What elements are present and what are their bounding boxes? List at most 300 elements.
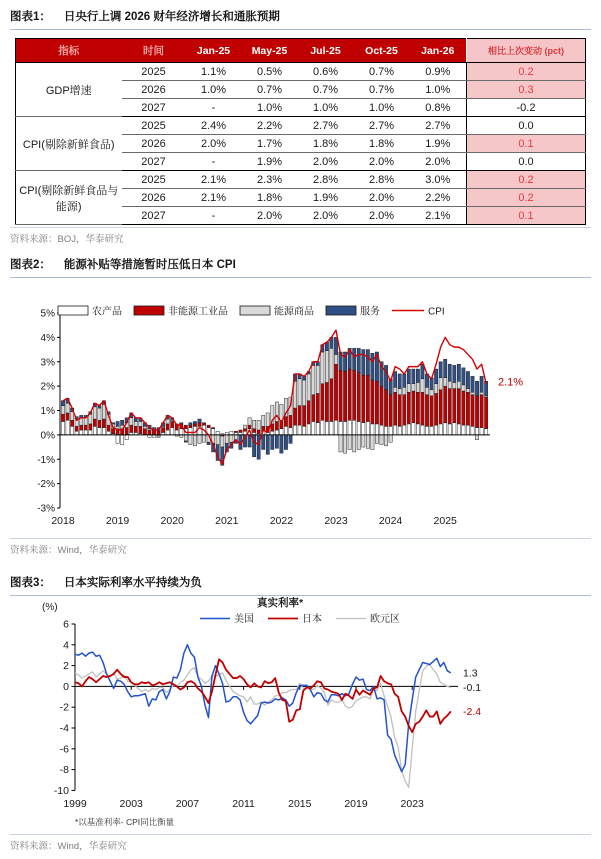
bar-segment	[448, 381, 451, 388]
fig3-footnote: *以基准利率- CPI同比衡量	[75, 817, 175, 827]
y-tick-label: 4%	[40, 332, 55, 344]
bar-segment	[471, 395, 474, 427]
value-cell: 2.0%	[312, 209, 339, 222]
bar-segment	[184, 425, 187, 429]
value-cell: 0.9%	[410, 63, 467, 81]
bar-segment	[216, 431, 219, 435]
bar-segment	[475, 428, 478, 435]
bar-segment	[61, 401, 64, 406]
bar-segment	[375, 381, 378, 424]
table-row	[16, 171, 586, 189]
change-cell: 0.2	[467, 63, 586, 81]
bar-segment	[257, 430, 260, 434]
bar-segment	[380, 435, 383, 445]
bar-segment	[84, 430, 87, 435]
bar-segment	[366, 375, 369, 421]
bar-segment	[407, 392, 410, 424]
bar-segment	[444, 378, 447, 387]
legend-label: 日本	[302, 614, 322, 625]
value-cell: 0.8%	[410, 99, 467, 117]
x-tick-label: 2020	[160, 515, 184, 527]
bar-segment	[475, 435, 478, 440]
bar-segment	[189, 435, 192, 445]
bar-segment	[471, 426, 474, 435]
bar-segment	[303, 406, 306, 427]
bar-segment	[316, 365, 319, 393]
bar-segment	[425, 395, 428, 427]
change-cell: 0.0	[467, 153, 586, 171]
change-cell: 0.3	[467, 81, 586, 99]
bar-segment	[425, 426, 428, 435]
value-cell: -	[186, 99, 242, 117]
bar-segment	[362, 375, 365, 423]
bar-segment	[257, 435, 260, 459]
value-cell: 2.2%	[410, 189, 467, 207]
bar-segment	[125, 428, 128, 435]
value-cell: 2.0%	[186, 135, 242, 153]
y-tick-label: 3%	[40, 357, 55, 369]
bar-segment	[453, 365, 456, 382]
value-cell: 2.1%	[186, 171, 242, 189]
bar-segment	[416, 424, 419, 435]
change-cell: -0.2	[467, 99, 586, 117]
value-cell: 1.9%	[298, 189, 354, 207]
bar-segment	[430, 396, 433, 426]
bar-segment	[325, 421, 328, 434]
table-row	[16, 117, 586, 135]
value-cell: 2.3%	[242, 171, 298, 189]
bar-segment	[362, 423, 365, 435]
value-cell: 2.7%	[354, 117, 410, 135]
bar-segment	[184, 441, 187, 442]
change-cell: 0.1	[467, 207, 586, 225]
value-cell: 1.9%	[410, 135, 467, 153]
bar-segment	[284, 426, 287, 435]
bar-segment	[212, 429, 215, 435]
bar-segment	[262, 415, 265, 426]
bar-segment	[398, 395, 401, 427]
bar-segment	[184, 435, 187, 441]
bar-segment	[366, 421, 369, 434]
value-cell: 1.8%	[354, 135, 410, 153]
bar-segment	[307, 374, 310, 401]
fig3-separator	[10, 834, 591, 835]
col-header-3: May-25	[242, 39, 298, 63]
bar-segment	[293, 408, 296, 425]
value-cell: 1.0%	[242, 99, 298, 117]
bar-segment	[339, 435, 342, 452]
fig3-heading	[10, 574, 591, 596]
year-cell: 2026	[122, 135, 186, 153]
indicator-label: CPI(剔除新鲜食品与能源)	[16, 171, 122, 225]
bar-segment	[357, 421, 360, 434]
bar-segment	[339, 421, 342, 434]
x-tick-label: 2025	[433, 515, 457, 527]
bar-segment	[444, 386, 447, 423]
bar-segment	[221, 436, 224, 447]
y-tick-label: -8	[59, 764, 69, 777]
bar-segment	[457, 381, 460, 388]
bar-segment	[152, 430, 155, 435]
bar-segment	[330, 379, 333, 422]
legend-swatch	[240, 306, 270, 315]
bar-segment	[121, 420, 124, 425]
bar-segment	[275, 421, 278, 430]
table-row	[16, 63, 586, 81]
bar-segment	[293, 425, 296, 435]
bar-segment	[275, 430, 278, 435]
bar-segment	[171, 428, 174, 435]
bar-segment	[175, 430, 178, 435]
bar-segment	[61, 414, 64, 421]
value-cell: 1.7%	[242, 135, 298, 153]
bar-segment	[353, 435, 356, 452]
year-cell: 2027	[122, 153, 186, 171]
bar-segment	[89, 414, 92, 424]
bar-segment	[330, 348, 333, 378]
bar-segment	[111, 429, 114, 434]
bar-segment	[134, 426, 137, 432]
value-cell: 2.0%	[298, 153, 354, 171]
bar-segment	[193, 435, 196, 446]
bar-segment	[398, 426, 401, 435]
fig3-title: 日本实际利率水平持续为负	[63, 577, 202, 589]
legend-label: 美国	[234, 614, 254, 625]
bar-segment	[198, 419, 201, 423]
bar-segment	[139, 421, 142, 426]
y-tick-label: -10	[53, 784, 69, 797]
cpi-end-annotation: 2.1%	[498, 376, 524, 389]
bar-segment	[134, 421, 137, 426]
bar-segment	[412, 391, 415, 423]
change-cell: 0.2	[467, 189, 586, 207]
indicator-label: CPI(剔除新鲜食品)	[16, 117, 122, 171]
legend-label: 服务	[360, 306, 380, 318]
bar-segment	[271, 431, 274, 435]
col-header-7: 相比上次变动 (pct)	[467, 39, 586, 63]
x-tick-label: 2015	[288, 798, 312, 810]
bar-segment	[330, 421, 333, 434]
legend-swatch	[134, 306, 164, 315]
bar-segment	[348, 435, 351, 450]
bar-segment	[312, 365, 315, 394]
value-cell: 1.0%	[410, 81, 467, 99]
value-cell: 0.7%	[354, 63, 410, 81]
bar-segment	[207, 442, 210, 444]
fig1-title: 日央行上调 2026 财年经济增长和通胀预期	[63, 11, 280, 23]
bar-segment	[180, 429, 183, 435]
bar-segment	[353, 420, 356, 435]
bar-segment	[480, 395, 483, 428]
bar-segment	[380, 386, 383, 425]
bar-segment	[371, 435, 374, 450]
bar-segment	[298, 425, 301, 435]
value-cell: 3.0%	[410, 171, 467, 189]
bar-segment	[130, 418, 133, 425]
bar-segment	[384, 426, 387, 435]
bar-segment	[389, 426, 392, 435]
y-tick-label: -4	[59, 722, 69, 735]
bar-segment	[384, 390, 387, 427]
value-cell: 1.0%	[354, 99, 410, 117]
bar-segment	[371, 353, 374, 380]
value-cell: 2.2%	[242, 117, 298, 135]
bar-segment	[66, 413, 69, 420]
bar-segment	[439, 390, 442, 424]
bar-segment	[216, 435, 219, 445]
bar-segment	[239, 430, 242, 432]
value-cell: 0.7%	[354, 81, 410, 99]
bar-segment	[480, 428, 483, 435]
bar-segment	[166, 424, 169, 430]
value-cell: 2.7%	[410, 117, 467, 135]
bar-segment	[98, 420, 101, 427]
bar-segment	[157, 436, 160, 437]
bar-segment	[225, 435, 228, 444]
year-cell: 2027	[141, 209, 166, 222]
value-cell: 2.1%	[186, 189, 242, 207]
bar-segment	[166, 430, 169, 435]
bar-segment	[207, 425, 210, 427]
bar-segment	[89, 424, 92, 430]
bar-segment	[375, 424, 378, 435]
bar-segment	[421, 379, 424, 392]
bar-segment	[348, 369, 351, 420]
bar-segment	[193, 421, 196, 423]
bar-segment	[466, 392, 469, 425]
bar-segment	[453, 423, 456, 435]
y-tick-label: 0	[63, 680, 69, 693]
bar-segment	[439, 424, 442, 435]
value-cell: 2.0%	[354, 189, 410, 207]
value-cell: 2.1%	[425, 209, 451, 222]
fig3-label: 图表3：	[10, 577, 51, 589]
bar-segment	[398, 389, 401, 395]
bar-segment	[321, 420, 324, 435]
legend-label: 能源商品	[274, 306, 314, 318]
bar-segment	[230, 431, 233, 435]
fig2-title: 能源补贴等措施暂时压低日本 CPI	[63, 259, 236, 271]
value-cell: 1.0%	[186, 81, 242, 99]
bar-segment	[125, 435, 128, 440]
bar-segment	[448, 424, 451, 435]
value-cell: -	[211, 209, 216, 222]
value-cell: 1.0%	[298, 99, 354, 117]
bar-segment	[421, 392, 424, 425]
bar-segment	[252, 429, 255, 433]
bar-segment	[243, 429, 246, 431]
bar-segment	[202, 423, 205, 425]
bar-segment	[298, 406, 301, 426]
year-cell: 2025	[122, 171, 186, 189]
forecast-table-head	[16, 39, 586, 63]
bar-segment	[107, 425, 110, 431]
fig2-label: 图表2：	[10, 259, 51, 271]
fig1-source: 资料来源：BOJ，华泰研究	[10, 234, 124, 245]
bar-segment	[166, 419, 169, 424]
bar-segment	[248, 425, 251, 429]
bar-segment	[325, 351, 328, 383]
bar-segment	[171, 421, 174, 427]
fig2-chart-svg	[32, 293, 592, 533]
bar-segment	[189, 428, 192, 435]
bar-segment	[434, 369, 437, 384]
bar-segment	[394, 387, 397, 392]
bar-segment	[334, 364, 337, 420]
series-line	[75, 645, 451, 772]
col-header-5: Oct-25	[354, 39, 410, 63]
bar-segment	[343, 421, 346, 434]
y-tick-label: 0%	[40, 430, 55, 442]
x-tick-label: 2024	[378, 515, 403, 527]
legend-swatch	[326, 306, 356, 315]
bar-segment	[425, 387, 428, 394]
bar-segment	[248, 435, 251, 447]
col-header-6: Jan-26	[410, 39, 467, 63]
bar-segment	[462, 368, 465, 385]
bar-segment	[139, 426, 142, 433]
value-cell: 2.8%	[354, 171, 410, 189]
bar-segment	[384, 435, 387, 446]
value-cell: 0.5%	[242, 63, 298, 81]
bar-segment	[453, 389, 456, 423]
bar-segment	[343, 372, 346, 422]
bar-segment	[412, 369, 415, 384]
bar-segment	[61, 421, 64, 434]
bar-segment	[89, 430, 92, 435]
value-cell: 2.0%	[256, 209, 283, 222]
bar-segment	[271, 435, 274, 450]
bar-segment	[280, 429, 283, 435]
bar-segment	[480, 376, 483, 392]
bar-segment	[143, 429, 146, 435]
forecast-table-body	[16, 63, 586, 225]
bar-segment	[307, 401, 310, 424]
value-cell: 1.8%	[298, 135, 354, 153]
bar-segment	[457, 364, 460, 381]
year-cell: 2025	[122, 63, 186, 81]
bar-segment	[466, 389, 469, 393]
bar-segment	[462, 425, 465, 435]
bar-segment	[275, 435, 278, 448]
bar-segment	[248, 418, 251, 425]
legend-label: 欧元区	[370, 614, 400, 625]
bar-segment	[457, 424, 460, 435]
fig1-separator	[10, 227, 591, 228]
value-cell: 2.0%	[410, 153, 467, 171]
bar-segment	[148, 430, 151, 435]
x-tick-label: 2023	[324, 515, 348, 527]
bar-segment	[102, 428, 105, 435]
bar-segment	[394, 372, 397, 388]
bar-segment	[234, 431, 237, 432]
bar-segment	[157, 431, 160, 435]
value-cell: -	[186, 153, 242, 171]
x-tick-label: 2011	[232, 798, 255, 810]
x-tick-label: 2003	[119, 798, 143, 810]
series-end-label: 1.3	[463, 667, 478, 680]
bar-segment	[362, 435, 365, 447]
bar-segment	[70, 426, 73, 435]
change-cell: 0.1	[467, 135, 586, 153]
bar-segment	[98, 428, 101, 435]
bar-segment	[334, 354, 337, 364]
bar-segment	[289, 428, 292, 435]
bar-segment	[439, 378, 442, 390]
bar-segment	[434, 393, 437, 425]
table-header-row	[16, 39, 586, 63]
bar-segment	[339, 370, 342, 421]
bar-segment	[280, 435, 283, 453]
bar-segment	[66, 403, 69, 413]
bar-segment	[448, 364, 451, 381]
bar-segment	[189, 423, 192, 425]
value-cell: 1.1%	[186, 63, 242, 81]
x-tick-label: 2019	[344, 798, 368, 810]
bar-segment	[480, 392, 483, 394]
bar-segment	[230, 435, 233, 442]
bar-segment	[202, 435, 205, 442]
fig3-source: 资料来源：Wind，华泰研究	[10, 841, 127, 852]
value-cell: 2.7%	[298, 117, 354, 135]
bar-segment	[102, 419, 105, 428]
bar-segment	[175, 425, 178, 430]
bar-segment	[389, 395, 392, 427]
bar-segment	[403, 425, 406, 435]
col-header-4: Jul-25	[298, 39, 354, 63]
legend-label: 农产品	[92, 306, 122, 318]
bar-segment	[357, 435, 360, 450]
bar-segment	[398, 374, 401, 389]
value-cell: 2.0%	[354, 153, 410, 171]
bar-segment	[80, 430, 83, 435]
bar-segment	[403, 395, 406, 425]
y-tick-label: 2	[63, 660, 69, 673]
bar-segment	[457, 389, 460, 424]
y-tick-label: 2%	[40, 381, 55, 393]
bar-segment	[475, 396, 478, 428]
bar-segment	[348, 420, 351, 435]
y-tick-label: -3%	[37, 503, 55, 515]
bar-segment	[371, 380, 374, 424]
bar-segment	[325, 382, 328, 421]
bar-segment	[357, 373, 360, 422]
bar-segment	[334, 420, 337, 435]
bar-segment	[70, 420, 73, 426]
bar-segment	[321, 384, 324, 421]
bar-segment	[353, 370, 356, 420]
x-tick-label: 2023	[400, 798, 424, 810]
bar-segment	[130, 425, 133, 432]
bar-segment	[75, 426, 78, 431]
x-tick-label: 1999	[63, 798, 87, 810]
year-cell: 2025	[122, 117, 186, 135]
bar-segment	[289, 415, 292, 427]
value-cell: 2.8%	[298, 171, 354, 189]
bar-segment	[485, 429, 488, 435]
bar-segment	[298, 379, 301, 406]
bar-segment	[485, 397, 488, 429]
bar-segment	[403, 374, 406, 387]
bar-segment	[284, 417, 287, 427]
bar-segment	[189, 425, 192, 427]
series-end-label: -0.1	[463, 681, 482, 694]
bar-segment	[394, 392, 397, 425]
bar-segment	[61, 406, 64, 415]
bar-segment	[444, 423, 447, 435]
bar-segment	[416, 369, 419, 382]
bar-segment	[262, 435, 265, 450]
